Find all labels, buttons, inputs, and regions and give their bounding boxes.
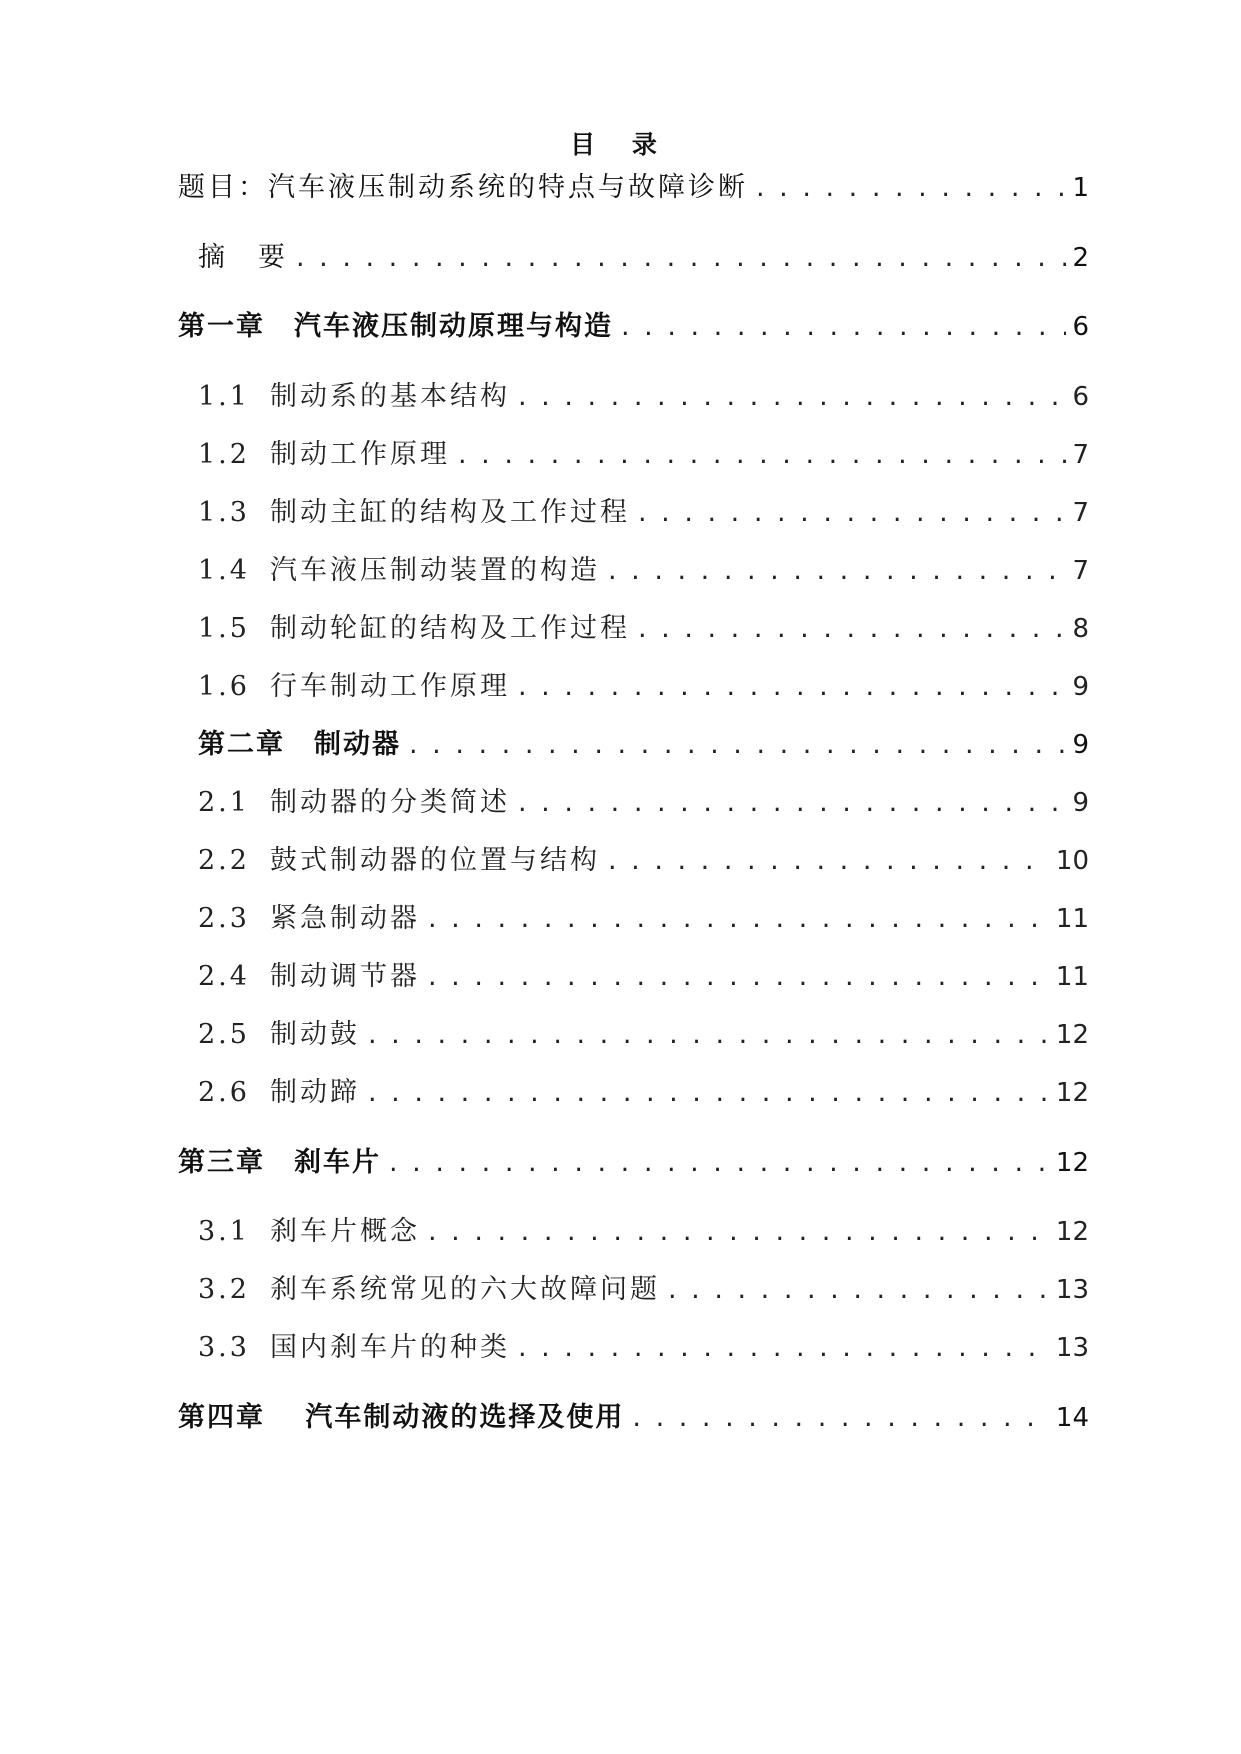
toc-entry-number: 1.4 xyxy=(198,555,250,586)
toc-entry-label: 制动器的分类简述 xyxy=(270,787,510,818)
dot-leader xyxy=(368,1015,1050,1055)
toc-entry-label: 第二章 制动器 xyxy=(198,729,401,760)
toc-entry-number: 1.5 xyxy=(198,613,250,644)
toc-entry-page: 11 xyxy=(1055,904,1089,934)
toc-entry-chapter[interactable] xyxy=(178,307,1089,347)
toc-entry-page: 13 xyxy=(1055,1275,1089,1305)
toc-entry-section[interactable] xyxy=(198,1270,1089,1310)
toc-entry-section[interactable] xyxy=(198,1015,1089,1055)
toc-entry-page: 12 xyxy=(1055,1217,1089,1247)
toc-entry-number: 1.1 xyxy=(198,381,250,412)
toc-entry-label: 摘 要 xyxy=(198,242,288,273)
dot-leader xyxy=(756,168,1066,208)
toc-entry-label: 制动调节器 xyxy=(270,961,420,992)
toc-entry-page: 7 xyxy=(1072,440,1089,470)
toc-entry-chapter[interactable] xyxy=(198,725,1089,765)
dot-leader xyxy=(518,377,1066,417)
toc-entry-section[interactable] xyxy=(198,1212,1089,1252)
toc-entry-label: 第三章 刹车片 xyxy=(178,1147,381,1178)
toc-entry-number: 1.2 xyxy=(198,439,250,470)
toc-entry-label: 题目：汽车液压制动系统的特点与故障诊断 xyxy=(178,172,748,203)
toc-entry-number: 3.1 xyxy=(198,1216,250,1247)
toc-entry-label: 行车制动工作原理 xyxy=(270,671,510,702)
dot-leader xyxy=(368,1073,1050,1113)
toc-entry-label: 制动系的基本结构 xyxy=(270,381,510,412)
toc-entry-label: 制动轮缸的结构及工作过程 xyxy=(270,613,630,644)
dot-leader xyxy=(621,307,1066,347)
toc-entry-label: 制动主缸的结构及工作过程 xyxy=(270,497,630,528)
toc-entry-number: 3.2 xyxy=(198,1274,250,1305)
toc-entry-section[interactable] xyxy=(198,493,1089,533)
dot-leader xyxy=(296,238,1066,278)
toc-entry-number: 3.3 xyxy=(198,1332,250,1363)
dot-leader xyxy=(428,957,1050,997)
toc-entry-page: 2 xyxy=(1072,243,1089,273)
toc-entry-page: 9 xyxy=(1072,672,1089,702)
toc-entry-number: 2.1 xyxy=(198,787,250,818)
dot-leader xyxy=(608,841,1050,881)
toc-entry-label: 第四章 汽车制动液的选择及使用 xyxy=(178,1402,625,1433)
toc-entry-page: 1 xyxy=(1072,173,1089,203)
toc-entry-page: 8 xyxy=(1072,614,1089,644)
dot-leader xyxy=(428,1212,1050,1252)
toc-entry-section[interactable] xyxy=(198,667,1089,707)
toc-entry-section[interactable] xyxy=(198,783,1089,823)
dot-leader xyxy=(458,435,1066,475)
toc-entry-number: 2.6 xyxy=(198,1077,250,1108)
toc-entry-label: 汽车液压制动装置的构造 xyxy=(270,555,600,586)
toc-entry-page: 12 xyxy=(1055,1148,1089,1178)
toc-entry-label: 鼓式制动器的位置与结构 xyxy=(270,845,600,876)
toc-entry-label: 刹车片概念 xyxy=(270,1216,420,1247)
toc-entry-section[interactable] xyxy=(198,957,1089,997)
toc-entry-number: 2.3 xyxy=(198,903,250,934)
toc-entry-number: 2.5 xyxy=(198,1019,250,1050)
page-title: 目 录 xyxy=(570,130,671,159)
toc-entry-chapter[interactable] xyxy=(178,1398,1089,1438)
toc-entry-page: 9 xyxy=(1072,788,1089,818)
toc-entry-section[interactable] xyxy=(198,551,1089,591)
toc-entry-section[interactable] xyxy=(198,899,1089,939)
dot-leader xyxy=(608,551,1066,591)
toc-entry[interactable] xyxy=(178,168,1089,208)
toc-entry-section[interactable] xyxy=(198,841,1089,881)
toc-entry-number: 1.6 xyxy=(198,671,250,702)
dot-leader xyxy=(668,1270,1050,1310)
toc-entry-number: 2.2 xyxy=(198,845,250,876)
toc-entry-page: 7 xyxy=(1072,498,1089,528)
toc-entry-chapter[interactable] xyxy=(178,1143,1089,1183)
toc-entry-page: 14 xyxy=(1055,1403,1089,1433)
toc-entry-section[interactable] xyxy=(198,377,1089,417)
dot-leader xyxy=(632,1398,1050,1438)
dot-leader xyxy=(638,493,1066,533)
toc-entry-page: 9 xyxy=(1072,730,1089,760)
dot-leader xyxy=(389,1143,1050,1183)
toc-entry-section[interactable] xyxy=(198,609,1089,649)
toc-entry-page: 10 xyxy=(1055,846,1089,876)
toc-entry-section[interactable] xyxy=(198,1328,1089,1368)
dot-leader xyxy=(518,667,1066,707)
toc-entry-label: 国内刹车片的种类 xyxy=(270,1332,510,1363)
toc-entry-label: 紧急制动器 xyxy=(270,903,420,934)
toc-entry-number: 1.3 xyxy=(198,497,250,528)
toc-entry-label: 第一章 汽车液压制动原理与构造 xyxy=(178,311,613,342)
toc-entry[interactable] xyxy=(198,238,1089,278)
toc-entry-number: 2.4 xyxy=(198,961,250,992)
toc-entry-page: 11 xyxy=(1055,962,1089,992)
toc-entry-label: 制动鼓 xyxy=(270,1019,360,1050)
toc-entry-section[interactable] xyxy=(198,435,1089,475)
dot-leader xyxy=(409,725,1066,765)
toc-entry-section[interactable] xyxy=(198,1073,1089,1113)
toc-entry-page: 12 xyxy=(1055,1020,1089,1050)
dot-leader xyxy=(638,609,1066,649)
dot-leader xyxy=(518,1328,1050,1368)
toc-entry-page: 7 xyxy=(1072,556,1089,586)
toc-entry-page: 6 xyxy=(1072,312,1089,342)
dot-leader xyxy=(518,783,1066,823)
toc-entry-page: 12 xyxy=(1055,1078,1089,1108)
toc-entry-page: 6 xyxy=(1072,382,1089,412)
toc-entry-page: 13 xyxy=(1055,1333,1089,1363)
dot-leader xyxy=(428,899,1050,939)
toc-entry-label: 制动工作原理 xyxy=(270,439,450,470)
toc-entry-label: 制动蹄 xyxy=(270,1077,360,1108)
toc-entry-label: 刹车系统常见的六大故障问题 xyxy=(270,1274,660,1305)
